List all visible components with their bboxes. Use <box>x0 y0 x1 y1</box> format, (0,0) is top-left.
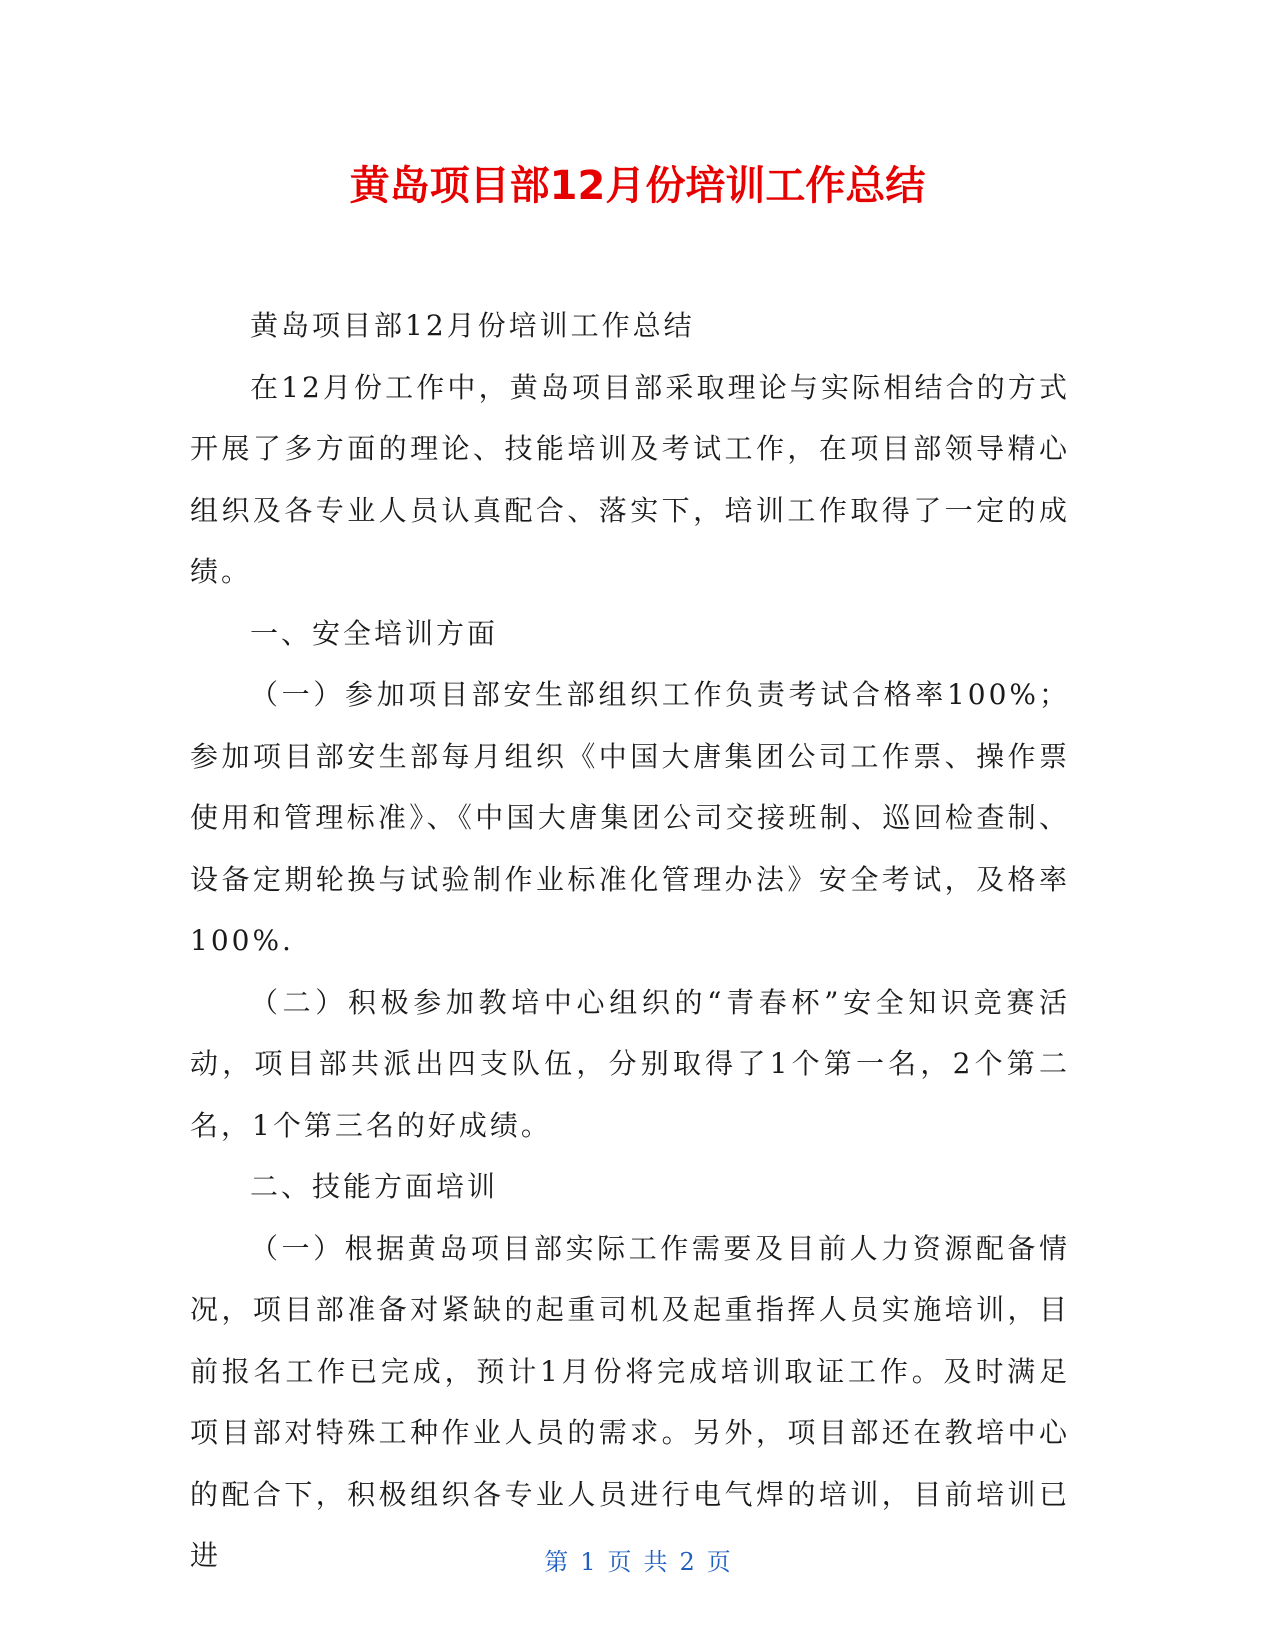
paragraph-safety-2: （二）积极参加教培中心组织的“青春杯”安全知识竞赛活动，项目部共派出四支队伍，分别取得了1个第一名，2个第二名，1个第三名的好成绩。 <box>190 985 1070 1142</box>
section-heading-safety: 一、安全培训方面 <box>250 616 499 650</box>
paragraph-subtitle: 黄岛项目部12月份培训工作总结 <box>250 309 695 342</box>
footer-page-unit: 页 <box>607 1548 632 1576</box>
footer-current-page: 1 <box>580 1548 596 1576</box>
footer-total-label: 共 <box>643 1548 668 1576</box>
document-title: 黄岛项目部12月份培训工作总结 <box>349 163 926 209</box>
paragraph-skills-1: （一）根据黄岛项目部实际工作需要及目前人力资源配备情况，项目部准备对紧缺的起重司机及起重指挥人员实施培训，目前报名工作已完成，预计1月份将完成培训取证工作。及时满足项目部对特殊工种作业人员的需求。另外，项目部还在教培中心的配合下，积极组织各专业人员进行电气焊的培训，目前培训已进 <box>190 1231 1070 1572</box>
footer-total-unit: 页 <box>706 1548 731 1576</box>
section-heading-skills: 二、技能方面培训 <box>250 1170 499 1203</box>
paragraph-safety-1: （一）参加项目部安生部组织工作负责考试合格率100%；参加项目部安生部每月组织《中国大唐集团公司工作票、操作票使用和管理标准》、《中国大唐集团公司交接班制、巡回检查制、设备定期轮换与试验制作业标准化管理办法》安全考试，及格率100%. <box>190 678 1070 957</box>
document-body <box>190 295 1070 1587</box>
paragraph-intro: 在12月份工作中，黄岛项目部采取理论与实际相结合的方式开展了多方面的理论、技能培训及考试工作，在项目部领导精心组织及各专业人员认真配合、落实下，培训工作取得了一定的成绩。 <box>190 370 1070 588</box>
footer-page-label: 第 <box>544 1548 569 1576</box>
page-footer <box>0 1542 1275 1577</box>
footer-total-pages: 2 <box>679 1548 695 1576</box>
